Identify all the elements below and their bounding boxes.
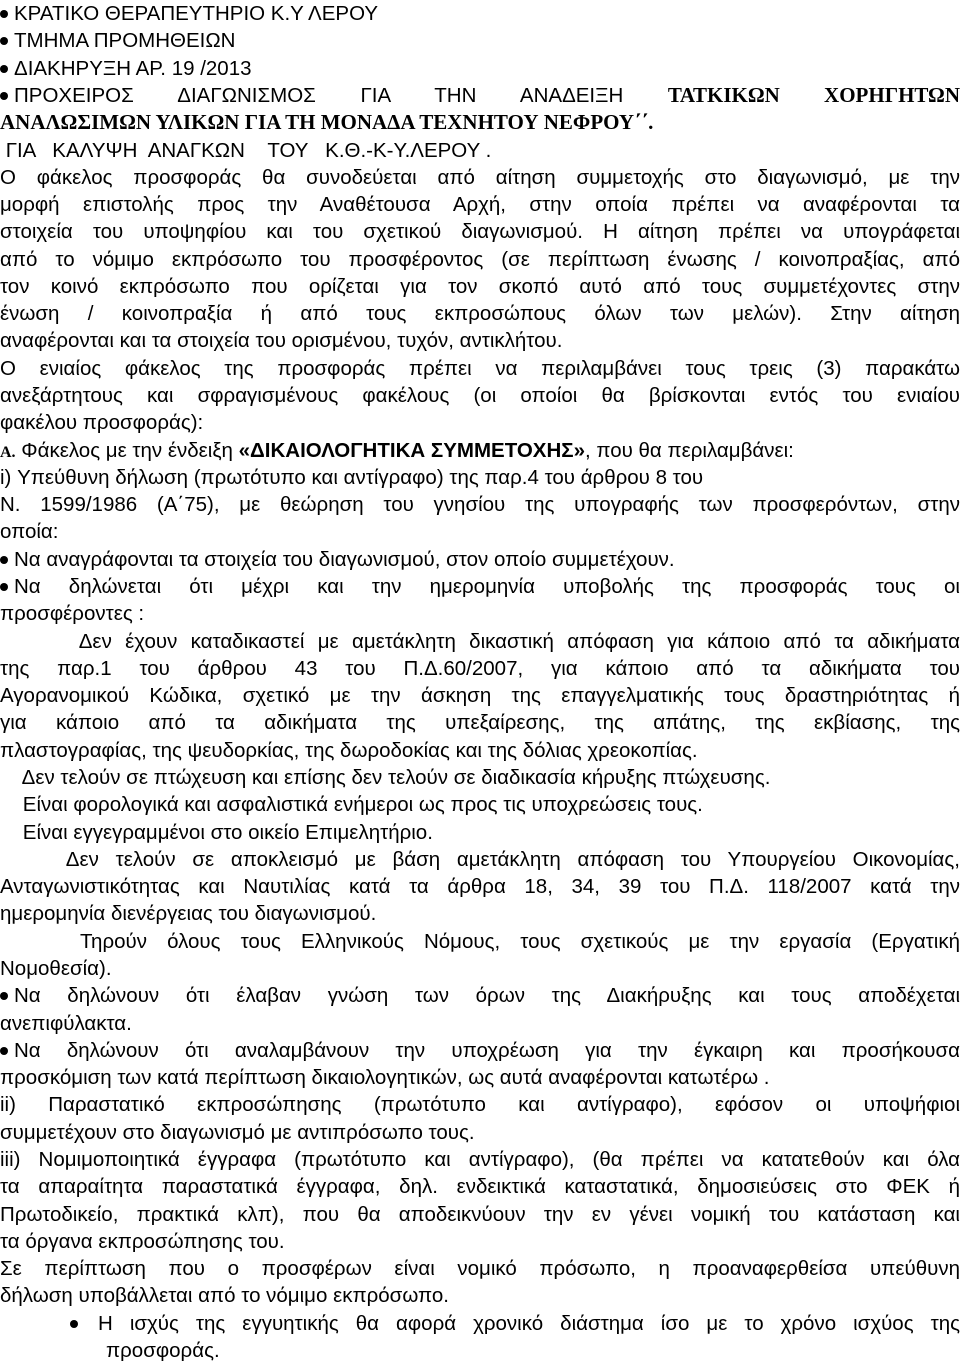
item-i-line: i) Υπεύθυνη δήλωση (πρωτότυπο και αντίγραφο) της παρ.4 του άρθρου 8 του: [0, 466, 704, 489]
bullet-icon: [0, 556, 8, 564]
bullet-item-cont: ανεπιφύλακτα.: [0, 1012, 132, 1035]
header-line-6: ΓΙΑ ΚΑΛΥΨΗ ΑΝΑΓΚΩΝ ΤΟΥ Κ.Θ.-Κ-Υ.ΛΕΡΟΥ .: [0, 139, 492, 162]
bullet-item-cont: προσφέροντες :: [0, 602, 145, 625]
item-ii-line: συμμετέχουν στο διαγωνισμό με αντιπρόσωπο τους.: [0, 1121, 475, 1144]
condition-line: Ανταγωνιστικότητας και Ναυτιλίας κατά τα άρθρα 18, 34, 39 του Π.Δ. 118/2007 κατά την: [0, 875, 960, 898]
item-i-line: οποία:: [0, 520, 59, 543]
bullet-icon: [70, 1320, 78, 1328]
paragraph-1-line: ένωση / κοινοπραξία ή από τους εκπροσώπους όλων των μελών). Στην αίτηση: [0, 302, 960, 325]
condition-line: Είναι εγγεγραμμένοι στο οικείο Επιμελητήριο.: [0, 821, 433, 844]
condition-line: Είναι φορολογικά και ασφαλιστικά ενήμεροι ως προς τις υποχρεώσεις τους.: [0, 793, 703, 816]
condition-line: Δεν τελούν σε πτώχευση και επίσης δεν τελούν σε διαδικασία κήρυξης πτώχευσης.: [0, 766, 771, 789]
paragraph-1-line: μορφή επιστολής προς την Αναθέτουσα Αρχή, στην οποία πρέπει να αναφέρονται τα: [0, 193, 960, 216]
bullet-item: Να αναγράφονται τα στοιχεία του διαγωνισμού, στον οποίο συμμετέχουν.: [0, 546, 960, 573]
condition-line: Αγορανομικού Κώδικα, σχετικό με την άσκηση της επαγγελματικής τους δραστηριότητας ή: [0, 684, 960, 707]
condition-line: Τηρούν όλους τους Ελληνικούς Νόμους, τους σχετικούς με την εργασία (Εργατική: [0, 930, 960, 953]
header-line-2: ΤΜΗΜΑ ΠΡΟΜΗΘΕΙΩΝ: [0, 27, 960, 54]
paragraph-1-line: από το νόμιμο εκπρόσωπο του προσφέροντος (σε περίπτωση ένωσης / κοινοπραξίας, από: [0, 248, 960, 271]
paragraph-1-line: αναφέρονται και τα στοιχεία του ορισμένου, τυχόν, αντικλήτου.: [0, 329, 563, 352]
header-line-3: ΔΙΑΚΗΡΥΞΗ ΑΡ. 19 /2013: [0, 55, 960, 82]
header-line-5: ΑΝΑΛΩΣΙΜΩΝ ΥΛΙΚΩΝ ΓΙΑ ΤΗ ΜΟΝΑΔΑ ΤΕΧΝΗΤΟΥ ΝΕΦΡΟΥ΄΄.: [0, 110, 654, 134]
condition-line: πλαστογραφίας, της ψευδορκίας, της δωροδοκίας και της δόλιας χρεοκοπίας.: [0, 739, 698, 762]
bullet-item-cont: προσκόμιση των κατά περίπτωση δικαιολογητικών, ως αυτά αναφέρονται κατωτέρω .: [0, 1066, 770, 1089]
bullet-icon: [0, 37, 8, 45]
paragraph-2-line: Ο ενιαίος φάκελος της προσφοράς πρέπει να περιλαμβάνει τους τρεις (3) παρακάτω: [0, 357, 960, 380]
condition-line: Νομοθεσία).: [0, 957, 112, 980]
item-iii-line: Πρωτοδικείο, πρακτικά κλπ), που θα αποδεικνύουν την εν γένει νομική του κατάσταση και: [0, 1203, 960, 1226]
paragraph-2-line: ανεξάρτητους και σφραγισμένους φακέλους (οι οποίοι θα βρίσκονται εντός του ενιαίου: [0, 384, 960, 407]
paragraph-3-line: Σε περίπτωση που ο προσφέρων είναι νομικό πρόσωπο, η προαναφερθείσα υπεύθυνη: [0, 1257, 960, 1280]
bullet-item: Να δηλώνουν ότι έλαβαν γνώση των όρων της Διακήρυξης και τους αποδέχεται: [0, 982, 960, 1009]
paragraph-1-line: τον κοινό εκπρόσωπο που ορίζεται για τον σκοπό αυτό από τους συμμετέχοντες στην: [0, 275, 960, 298]
paragraph-1-line: στοιχεία του υποψηφίου και του σχετικού διαγωνισμού. Η αίτηση πρέπει να υπογράφεται: [0, 220, 960, 243]
bullet-icon: [0, 92, 8, 100]
condition-line: της παρ.1 του άρθρου 43 του Π.Δ.60/2007, για κάποιο από τα αδικήματα του: [0, 657, 960, 680]
condition-line: ημερομηνία διενέργειας του διαγωνισμού.: [0, 902, 377, 925]
condition-line: Δεν τελούν σε αποκλεισμό με βάση αμετάκλητη απόφαση του Υπουργείου Οικονομίας,: [0, 848, 960, 871]
item-iii-line: iii) Νομιμοποιητικά έγγραφα (πρωτότυπο και αντίγραφο), (θα πρέπει να κατατεθούν και όλα: [0, 1148, 960, 1171]
bullet-item: Να δηλώνουν ότι αναλαμβάνουν την υποχρέωση για την έγκαιρη και προσήκουσα: [0, 1037, 960, 1064]
condition-line: για κάποιο από τα αδικήματα της υπεξαίρεσης, της απάτης, της εκβίασης, της: [0, 711, 960, 734]
bullet-icon: [0, 583, 8, 591]
item-ii-line: ii) Παραστατικό εκπροσώπησης (πρωτότυπο και αντίγραφο), εφόσον οι υποψήφιοι: [0, 1093, 960, 1116]
bullet-icon: [0, 992, 8, 1000]
bullet-item-cont: προσφοράς.: [106, 1339, 220, 1362]
paragraph-1-line: Ο φάκελος προσφοράς θα συνοδεύεται από αίτηση συμμετοχής στο διαγωνισμό, με την: [0, 166, 960, 189]
bullet-icon: [0, 10, 8, 18]
item-i-line: Ν. 1599/1986 (Α΄75), με θεώρηση του γνησίου της υπογραφής των προσφερόντων, στην: [0, 493, 960, 516]
section-a-heading: Α. Φάκελος με την ένδειξη «ΔΙΚΑΙΟΛΟΓΗΤΙΚΑ ΣΥΜΜΕΤΟΧΗΣ», που θα περιλαμβάνει:: [0, 439, 794, 462]
header-line-4: ΠΡΟΧΕΙΡΟΣ ΔΙΑΓΩΝΙΣΜΟΣ ΓΙΑ ΤΗΝ ΑΝΑΔΕΙΞΗ ΤΑΤΚΙΚΩΝ ΧΟΡΗΓΗΤΩΝ: [0, 82, 960, 109]
condition-line: Δεν έχουν καταδικαστεί με αμετάκλητη δικαστική απόφαση για κάποιο από τα αδικήματα: [0, 630, 960, 653]
bullet-item: Η ισχύς της εγγυητικής θα αφορά χρονικό διάστημα ίσο με το χρόνο ισχύος της: [70, 1310, 960, 1337]
paragraph-2-line: φακέλου προσφοράς):: [0, 411, 204, 434]
bullet-icon: [0, 1047, 8, 1055]
paragraph-3-line: δήλωση υποβάλλεται από το νόμιμο εκπρόσωπο.: [0, 1284, 449, 1307]
bullet-item: Να δηλώνεται ότι μέχρι και την ημερομηνία υποβολής της προσφοράς τους οι: [0, 573, 960, 600]
item-iii-line: τα όργανα εκπροσώπησης του.: [0, 1230, 285, 1253]
header-line-1: ΚΡΑΤΙΚΟ ΘΕΡΑΠΕΥΤΗΡΙΟ Κ.Υ ΛΕΡΟΥ: [0, 0, 960, 27]
bullet-icon: [0, 65, 8, 73]
item-iii-line: τα απαραίτητα παραστατικά έγγραφα, δηλ. ενδεικτικά καταστατικά, δημοσιεύσεις στο ΦΕΚ ή: [0, 1175, 960, 1198]
